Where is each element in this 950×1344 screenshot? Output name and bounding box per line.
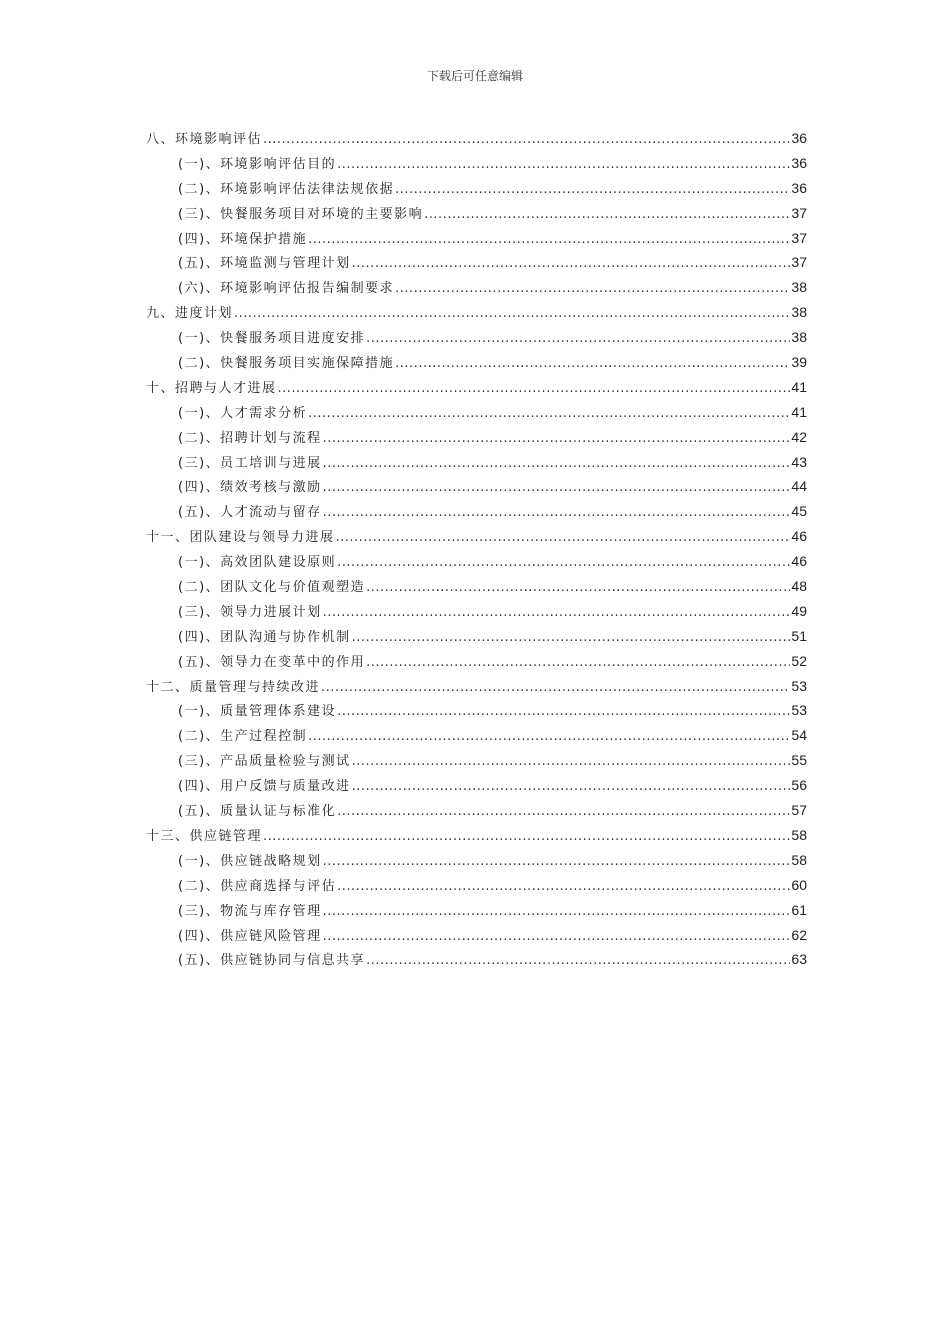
toc-dot-leader [366, 651, 790, 676]
toc-section-entry[interactable] [146, 400, 807, 425]
toc-entry-title: (五)、质量认证与标准化 [178, 804, 337, 820]
toc-entry-title: 八、环境影响评估 [146, 132, 263, 147]
toc-page-number: 58 [791, 826, 807, 843]
toc-section-entry[interactable] [146, 549, 807, 574]
toc-section-entry[interactable] [146, 325, 807, 350]
toc-dot-leader [395, 277, 790, 302]
toc-entry-title: (五)、供应链协同与信息共享 [178, 953, 366, 969]
toc-chapter-entry[interactable] [146, 300, 807, 325]
toc-section-entry[interactable] [146, 923, 807, 948]
toc-section-entry[interactable] [146, 698, 807, 723]
toc-entry-title: (四)、供应链风险管理 [178, 928, 322, 944]
toc-dot-leader [352, 626, 791, 651]
toc-entry-title: (二)、生产过程控制 [178, 729, 308, 745]
toc-section-entry[interactable] [146, 898, 807, 923]
toc-dot-leader [352, 252, 791, 277]
toc-page-number: 43 [791, 453, 807, 470]
toc-dot-leader [263, 128, 790, 153]
toc-section-entry[interactable] [146, 773, 807, 798]
toc-dot-leader [321, 676, 790, 701]
toc-page-number: 56 [791, 777, 807, 794]
toc-page-number: 48 [791, 578, 807, 595]
toc-entry-title: (二)、环境影响评估法律法规依据 [178, 181, 395, 197]
toc-dot-leader [308, 725, 790, 750]
toc-chapter-entry[interactable] [146, 674, 807, 699]
toc-section-entry[interactable] [146, 499, 807, 524]
toc-dot-leader [395, 352, 790, 377]
toc-page-number: 62 [791, 926, 807, 943]
toc-dot-leader [337, 551, 790, 576]
toc-entry-title: 十一、团队建设与领导力进展 [146, 530, 335, 546]
toc-page-number: 38 [791, 279, 807, 296]
table-of-contents [146, 126, 807, 972]
toc-page-number: 57 [791, 802, 807, 819]
toc-page-number: 36 [791, 154, 807, 171]
toc-dot-leader [366, 576, 790, 601]
toc-dot-leader [323, 601, 791, 626]
toc-dot-leader [352, 775, 791, 800]
toc-dot-leader [337, 700, 790, 725]
toc-section-entry[interactable] [146, 151, 807, 176]
toc-chapter-entry[interactable] [146, 126, 807, 151]
toc-dot-leader [278, 377, 791, 402]
toc-dot-leader [323, 900, 791, 925]
toc-entry-title: (二)、快餐服务项目实施保障措施 [178, 356, 395, 372]
toc-page-number: 54 [791, 727, 807, 744]
toc-section-entry[interactable] [146, 649, 807, 674]
toc-section-entry[interactable] [146, 599, 807, 624]
toc-entry-title: (四)、环境保护措施 [178, 231, 308, 247]
toc-page-number: 36 [791, 179, 807, 196]
toc-dot-leader [395, 178, 790, 203]
toc-page-number: 37 [791, 229, 807, 246]
toc-dot-leader [336, 526, 791, 551]
toc-dot-leader [308, 228, 790, 253]
toc-page-number: 51 [791, 627, 807, 644]
toc-page-number: 45 [791, 503, 807, 520]
toc-section-entry[interactable] [146, 748, 807, 773]
toc-section-entry[interactable] [146, 873, 807, 898]
toc-section-entry[interactable] [146, 798, 807, 823]
toc-section-entry[interactable] [146, 574, 807, 599]
toc-page-number: 39 [791, 354, 807, 371]
toc-section-entry[interactable] [146, 350, 807, 375]
toc-entry-title: (四)、绩效考核与激励 [178, 480, 322, 496]
toc-entry-title: (五)、环境监测与管理计划 [178, 256, 351, 272]
page-header: 下载后可任意编辑 [426, 69, 523, 83]
toc-section-entry[interactable] [146, 275, 807, 300]
toc-section-entry[interactable] [146, 947, 807, 972]
toc-entry-title: (三)、物流与库存管理 [178, 903, 322, 919]
toc-dot-leader [337, 800, 790, 825]
toc-dot-leader [337, 153, 790, 178]
toc-entry-title: (六)、环境影响评估报告编制要求 [178, 281, 395, 297]
toc-section-entry[interactable] [146, 176, 807, 201]
toc-entry-title: (二)、招聘计划与流程 [178, 430, 322, 446]
toc-page-number: 46 [791, 528, 807, 545]
toc-entry-title: (二)、供应商选择与评估 [178, 878, 337, 894]
toc-entry-title: (三)、员工培训与进展 [178, 455, 322, 471]
toc-page-number: 42 [791, 428, 807, 445]
toc-page-number: 49 [791, 602, 807, 619]
toc-section-entry[interactable] [146, 425, 807, 450]
toc-dot-leader [323, 427, 791, 452]
toc-entry-title: (一)、供应链战略规划 [178, 853, 322, 869]
toc-section-entry[interactable] [146, 474, 807, 499]
toc-dot-leader [323, 850, 791, 875]
toc-dot-leader [323, 476, 791, 501]
toc-page-number: 63 [791, 951, 807, 968]
toc-dot-leader [337, 875, 790, 900]
toc-chapter-entry[interactable] [146, 375, 807, 400]
toc-section-entry[interactable] [146, 723, 807, 748]
toc-page-number: 41 [791, 378, 807, 395]
toc-entry-title: (四)、用户反馈与质量改进 [178, 779, 351, 795]
toc-section-entry[interactable] [146, 848, 807, 873]
toc-section-entry[interactable] [146, 226, 807, 251]
toc-entry-title: 十、招聘与人才进展 [146, 380, 277, 396]
toc-entry-title: (一)、快餐服务项目进度安排 [178, 331, 366, 347]
toc-page-number: 52 [791, 652, 807, 669]
toc-dot-leader [323, 452, 791, 477]
toc-dot-leader [352, 750, 791, 775]
toc-chapter-entry[interactable] [146, 524, 807, 549]
toc-entry-title: 十二、质量管理与持续改进 [146, 679, 321, 695]
toc-page-number: 36 [791, 130, 807, 146]
toc-entry-title: (一)、质量管理体系建设 [178, 704, 337, 720]
toc-dot-leader [366, 327, 790, 352]
toc-page-number: 53 [791, 702, 807, 719]
toc-entry-title: (一)、人才需求分析 [178, 405, 308, 421]
toc-entry-title: 十三、供应链管理 [146, 828, 263, 844]
toc-section-entry[interactable] [146, 624, 807, 649]
toc-page-number: 61 [791, 901, 807, 918]
toc-page-number: 38 [791, 329, 807, 346]
toc-entry-title: (三)、快餐服务项目对环境的主要影响 [178, 206, 424, 222]
toc-section-entry[interactable] [146, 201, 807, 226]
toc-entry-title: (一)、环境影响评估目的 [178, 156, 337, 172]
toc-entry-title: (三)、领导力进展计划 [178, 604, 322, 620]
toc-entry-title: (五)、人才流动与留存 [178, 505, 322, 521]
toc-section-entry[interactable] [146, 250, 807, 275]
toc-page-number: 60 [791, 876, 807, 893]
toc-entry-title: 九、进度计划 [146, 306, 234, 322]
toc-page-number: 37 [791, 254, 807, 271]
toc-dot-leader [263, 825, 790, 850]
toc-dot-leader [308, 402, 790, 427]
toc-entry-title: (三)、产品质量检验与测试 [178, 754, 351, 770]
toc-page-number: 58 [791, 851, 807, 868]
toc-entry-title: (五)、领导力在变革中的作用 [178, 654, 366, 670]
toc-dot-leader [234, 302, 790, 327]
toc-entry-title: (二)、团队文化与价值观塑造 [178, 580, 366, 596]
toc-page-number: 37 [791, 204, 807, 221]
toc-page-number: 46 [791, 553, 807, 570]
toc-entry-title: (一)、高效团队建设原则 [178, 555, 337, 571]
toc-page-number: 53 [791, 677, 807, 694]
toc-page-number: 41 [791, 403, 807, 420]
toc-chapter-entry[interactable] [146, 823, 807, 848]
toc-page-number: 38 [791, 304, 807, 321]
toc-dot-leader [424, 203, 790, 228]
toc-page-number: 44 [791, 478, 807, 495]
toc-entry-title: (四)、团队沟通与协作机制 [178, 629, 351, 645]
toc-section-entry[interactable] [146, 450, 807, 475]
toc-page-number: 55 [791, 752, 807, 769]
toc-dot-leader [366, 949, 790, 974]
toc-dot-leader [323, 925, 791, 950]
toc-dot-leader [323, 501, 791, 526]
